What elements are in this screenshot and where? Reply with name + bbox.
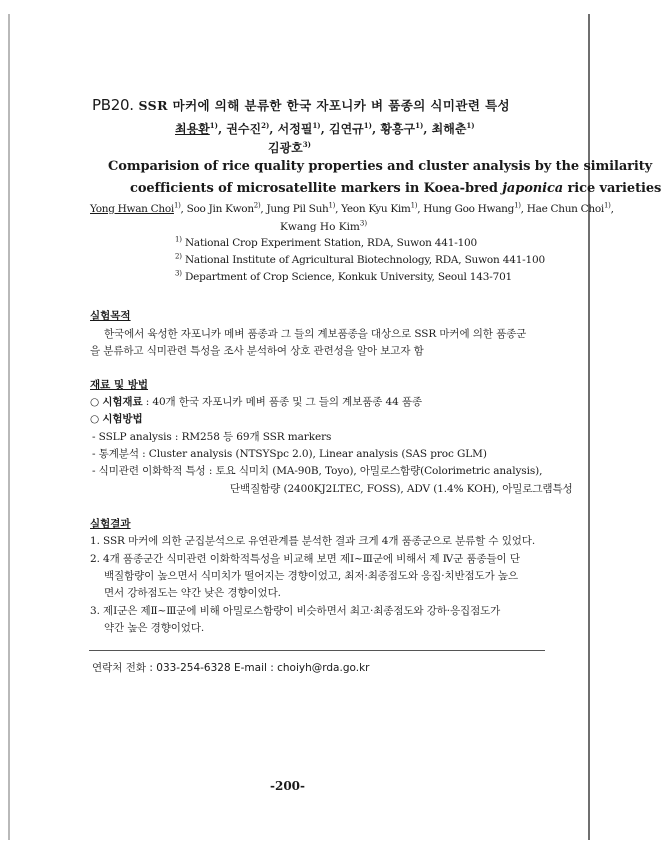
affiliation-3-sup: 3) <box>175 269 182 278</box>
circle-bullet-icon: ○ <box>90 396 100 408</box>
affiliation-1-sup: 1) <box>175 235 182 244</box>
author-kr-4-sup: 1) <box>363 121 372 130</box>
material-row <box>90 394 422 409</box>
method-item-3: - 식미관련 이화학적 특성 : 토요 식미치 (MA-90B, Toyo), 아밀로스함량(Colorimetric analysis), <box>92 465 543 477</box>
purpose-heading: 실험목적 <box>90 310 131 322</box>
author-en-7-sup: 3) <box>359 219 368 228</box>
results-heading: 실험결과 <box>90 518 131 530</box>
result-3-line-2: 약간 높은 경향이었다. <box>104 622 205 634</box>
author-en-4-sup: 1) <box>410 201 418 210</box>
author-en-2: Soo Jin Kwon <box>186 203 254 215</box>
authors-korean: 최용환$^{1)}$, 권수진$^{2)}$, 서정필$^{1)}$, 김연규$^{1)}$, 황흥구$^{1)}$, 최해춘$^{1)}$ <box>175 121 475 136</box>
abstract-code: PB20. <box>92 96 134 114</box>
author-en-5: Hung Goo Hwang <box>423 203 515 215</box>
affiliation-2-sup: 2) <box>175 252 182 261</box>
result-3-line-1: 3. 제Ⅰ군은 제Ⅱ~Ⅲ군에 비해 아밀로스함량이 비슷하면서 최고·최종점도와 강하·응집점도가 <box>90 605 501 617</box>
author-kr-6: 최해춘 <box>431 122 467 136</box>
author-kr-4: 김연규 <box>328 122 364 136</box>
author-en-3-sup: 1) <box>328 201 336 210</box>
purpose-line-1: 한국에서 육성한 자포니카 메벼 품종과 그 들의 계보품종을 대상으로 SSR 마커에 의한 품종군 <box>104 328 527 340</box>
contact-info: 연락처 전화 : 033-254-6328 E-mail : choiyh@rda.go.kr <box>92 662 370 674</box>
purpose-line-2: 을 분류하고 식미관련 특성을 조사 분석하여 상호 관련성을 알아 보고자 함 <box>90 345 424 357</box>
method-item-2: - 통계분석 : Cluster analysis (NTSYSpc 2.0), Linear analysis (SAS proc GLM) <box>92 448 487 460</box>
author-en-1-sup: 1) <box>173 201 181 210</box>
material-label: 시험재료 <box>102 396 143 408</box>
authors-korean-line2 <box>268 139 311 156</box>
affiliation-2-text: National Institute of Agricultural Biotechnology, RDA, Suwon 441-100 <box>184 254 545 266</box>
divider-line <box>89 650 545 651</box>
author-kr-6-sup: 1) <box>466 121 475 130</box>
title-english-line1: Comparision of rice quality properties and cluster analysis by the similarity <box>108 159 653 174</box>
author-en-7: Kwang Ho Kim <box>280 221 360 233</box>
title-english-line2-pre: coefficients of microsatellite markers in Koea-bred <box>130 181 503 196</box>
method-label: 시험방법 <box>102 413 143 425</box>
authors-english: Yong Hwan Choi$^{1)}$, Soo Jin Kwon$^{2)}$, Jung Pil Suh$^{1)}$, Yeon Kyu Kim$^{1)}$, Hung Goo Hwang$^{1)}$, Hae Chun Choi$^{1)}$, <box>90 201 614 215</box>
author-en-5-sup: 1) <box>514 201 521 210</box>
author-kr-2-sup: 2) <box>261 121 270 130</box>
affiliation-1-text: National Crop Experiment Station, RDA, Suwon 441-100 <box>184 237 478 249</box>
title-english-line2-post: rice varieties <box>563 181 661 196</box>
affiliation-1 <box>175 237 477 249</box>
author-en-3: Jung Pil Suh <box>266 203 329 215</box>
result-1: 1. SSR 마커에 의한 군집분석으로 유연관계를 분석한 결과 크게 4개 품종군으로 분류할 수 있었다. <box>90 535 536 547</box>
result-2-line-2: 백질함량이 높으면서 식미치가 떨어지는 경향이었고, 최저·최종점도와 응집·치반점도가 높으 <box>104 570 519 582</box>
author-en-6-sup: 1) <box>603 201 611 210</box>
title-english-line2 <box>130 181 661 196</box>
material-text: : 40개 한국 자포니카 메벼 품종 및 그 들의 계보품종 44 품종 <box>142 396 422 408</box>
author-kr-1-sup: 1) <box>209 121 218 130</box>
result-2-line-3: 면서 강하점도는 약간 낮은 경향이었다. <box>104 587 281 599</box>
author-kr-1: 최용환 <box>175 122 210 136</box>
author-kr-7-sup: 3) <box>302 140 311 149</box>
affiliation-3-text: Department of Crop Science, Konkuk University, Seoul 143-701 <box>184 271 513 283</box>
methods-heading: 재료 및 방법 <box>90 379 149 391</box>
author-kr-7: 김광호 <box>268 141 303 155</box>
page-number: -200- <box>270 779 306 793</box>
author-kr-3: 서정필 <box>277 122 313 136</box>
author-en-6: Hae Chun Choi <box>526 203 604 215</box>
circle-bullet-icon: ○ <box>90 413 100 425</box>
author-en-4: Yeon Kyu Kim <box>341 203 411 215</box>
page-frame <box>8 14 590 840</box>
method-item-1: - SSLP analysis : RM258 등 69개 SSR markers <box>92 431 332 443</box>
title-english-italic: japonica <box>502 181 564 196</box>
result-2-line-1: 2. 4개 품종군간 식미관련 이화학적특성을 비교해 보면 제Ⅰ~Ⅲ군에 비해서 제 Ⅳ군 품종들이 단 <box>90 553 520 565</box>
affiliation-2 <box>175 254 545 266</box>
author-kr-3-sup: 1) <box>312 121 321 130</box>
title-korean-text: SSR 마커에 의해 분류한 한국 자포니카 벼 품종의 식미관련 특성 <box>138 98 511 113</box>
method-item-3-cont: 단백질함량 (2400KJ2LTEC, FOSS), ADV (1.4% KOH), 아밀로그램특성 <box>230 483 573 495</box>
author-kr-2: 권수진 <box>226 122 262 136</box>
method-row <box>90 411 142 426</box>
title-korean <box>92 96 510 114</box>
authors-english-line2 <box>280 221 367 233</box>
author-kr-5-sup: 1) <box>415 121 424 130</box>
author-en-2-sup: 2) <box>253 201 261 210</box>
affiliation-3 <box>175 271 512 283</box>
author-kr-5: 황흥구 <box>380 122 416 136</box>
author-en-1: Yong Hwan Choi <box>90 203 174 215</box>
